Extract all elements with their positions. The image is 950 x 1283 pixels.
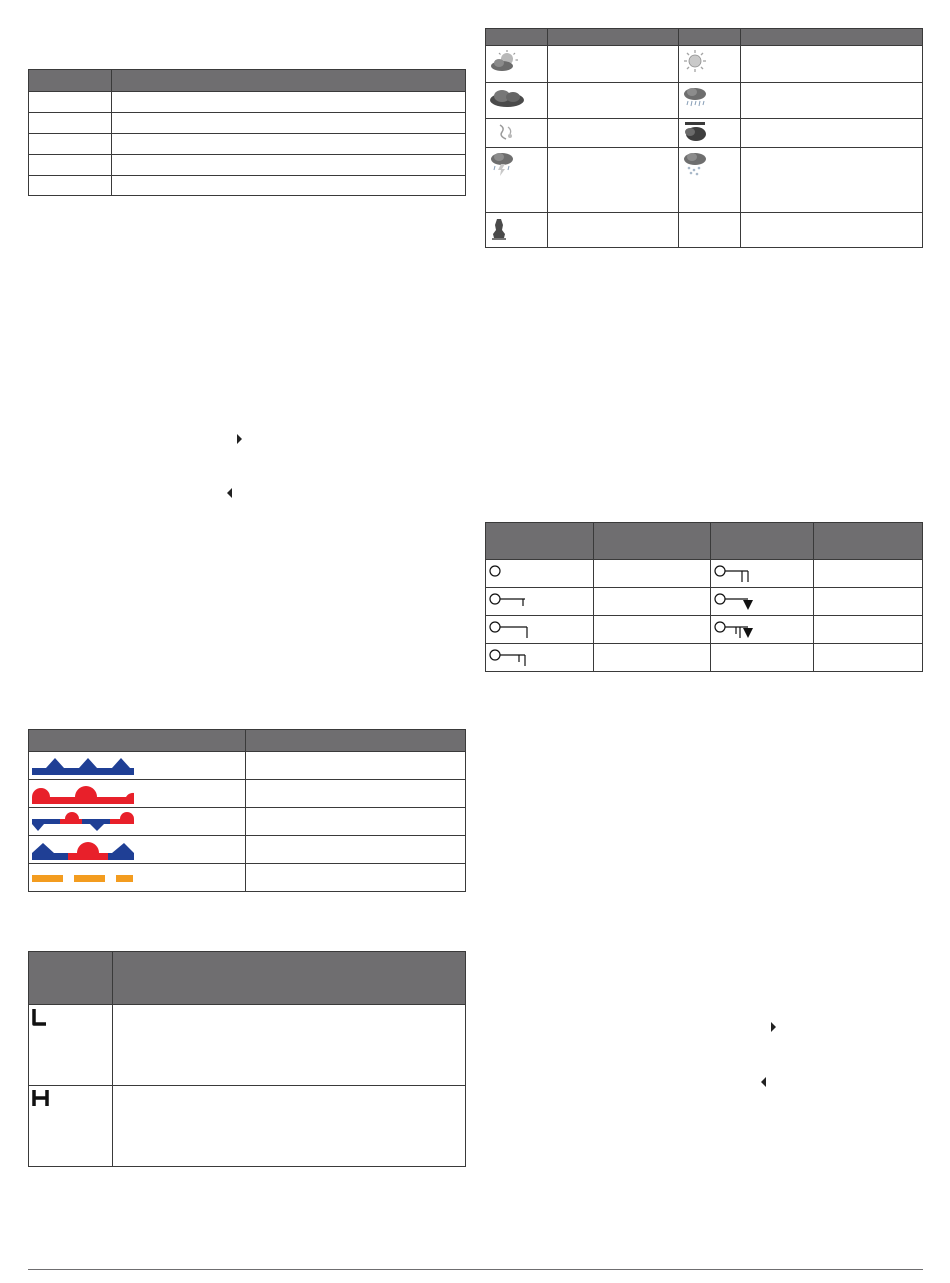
wind-barb-full: [489, 620, 533, 640]
table-row: [29, 155, 466, 176]
table-row: [29, 808, 466, 836]
table-row: [29, 1005, 466, 1086]
caret-right-icon: [770, 1021, 777, 1033]
weather-conditions-table: [485, 28, 923, 248]
caret-left-icon: [226, 487, 233, 499]
snow-icon: [682, 151, 708, 177]
pressure-symbols-table: [28, 951, 466, 1167]
table-row: [29, 752, 466, 780]
table-row: [486, 644, 923, 672]
rain-icon: [682, 86, 708, 110]
wind-barb-full-half: [489, 648, 533, 668]
weather-fronts-table: [28, 729, 466, 892]
caret-right-icon: [236, 433, 243, 445]
footer-divider: [28, 1269, 923, 1270]
cold-front-symbol: [32, 756, 134, 776]
table-row: [486, 119, 923, 148]
high-pressure-symbol: [32, 1089, 50, 1107]
table-row: [486, 46, 923, 83]
tornado-icon: [491, 218, 507, 240]
thunderstorm-icon: [489, 151, 515, 177]
table-row: [29, 1086, 466, 1167]
table-row: [29, 836, 466, 864]
table-header-row: [29, 730, 466, 752]
wind-barbs-table: [485, 522, 923, 672]
table-row: [29, 113, 466, 134]
table-row: [29, 176, 466, 196]
wind-barb-two-full: [714, 564, 758, 584]
fog-icon: [682, 121, 708, 143]
occluded-front-symbol: [32, 839, 134, 861]
smoke-icon: [496, 122, 518, 142]
table-row: [486, 588, 923, 616]
wind-barb-calm: [489, 564, 529, 584]
warm-front-symbol: [32, 783, 134, 805]
table-row: [29, 864, 466, 892]
table-row: [486, 213, 923, 248]
wind-barb-short: [489, 592, 533, 612]
partly-cloudy-icon: [490, 50, 520, 72]
table-row: [486, 616, 923, 644]
low-pressure-symbol: [32, 1008, 48, 1026]
caret-left-icon: [760, 1076, 767, 1088]
squall-line-symbol: [32, 872, 134, 884]
table-header-row: [29, 70, 466, 92]
wind-barb-flag-full-half: [714, 620, 758, 640]
table-row: [486, 83, 923, 119]
cloudy-icon: [488, 87, 526, 109]
table-row: [29, 780, 466, 808]
sunny-icon: [683, 50, 707, 72]
table-row: [486, 148, 923, 213]
table-row: [486, 560, 923, 588]
table-header-row: [29, 952, 466, 1005]
table-header-row: [486, 523, 923, 560]
table-header-row: [486, 29, 923, 46]
stationary-front-symbol: [32, 811, 134, 833]
table-row: [29, 134, 466, 155]
color-range-table: [28, 69, 466, 196]
wind-barb-flag: [714, 592, 758, 612]
table-row: [29, 92, 466, 113]
